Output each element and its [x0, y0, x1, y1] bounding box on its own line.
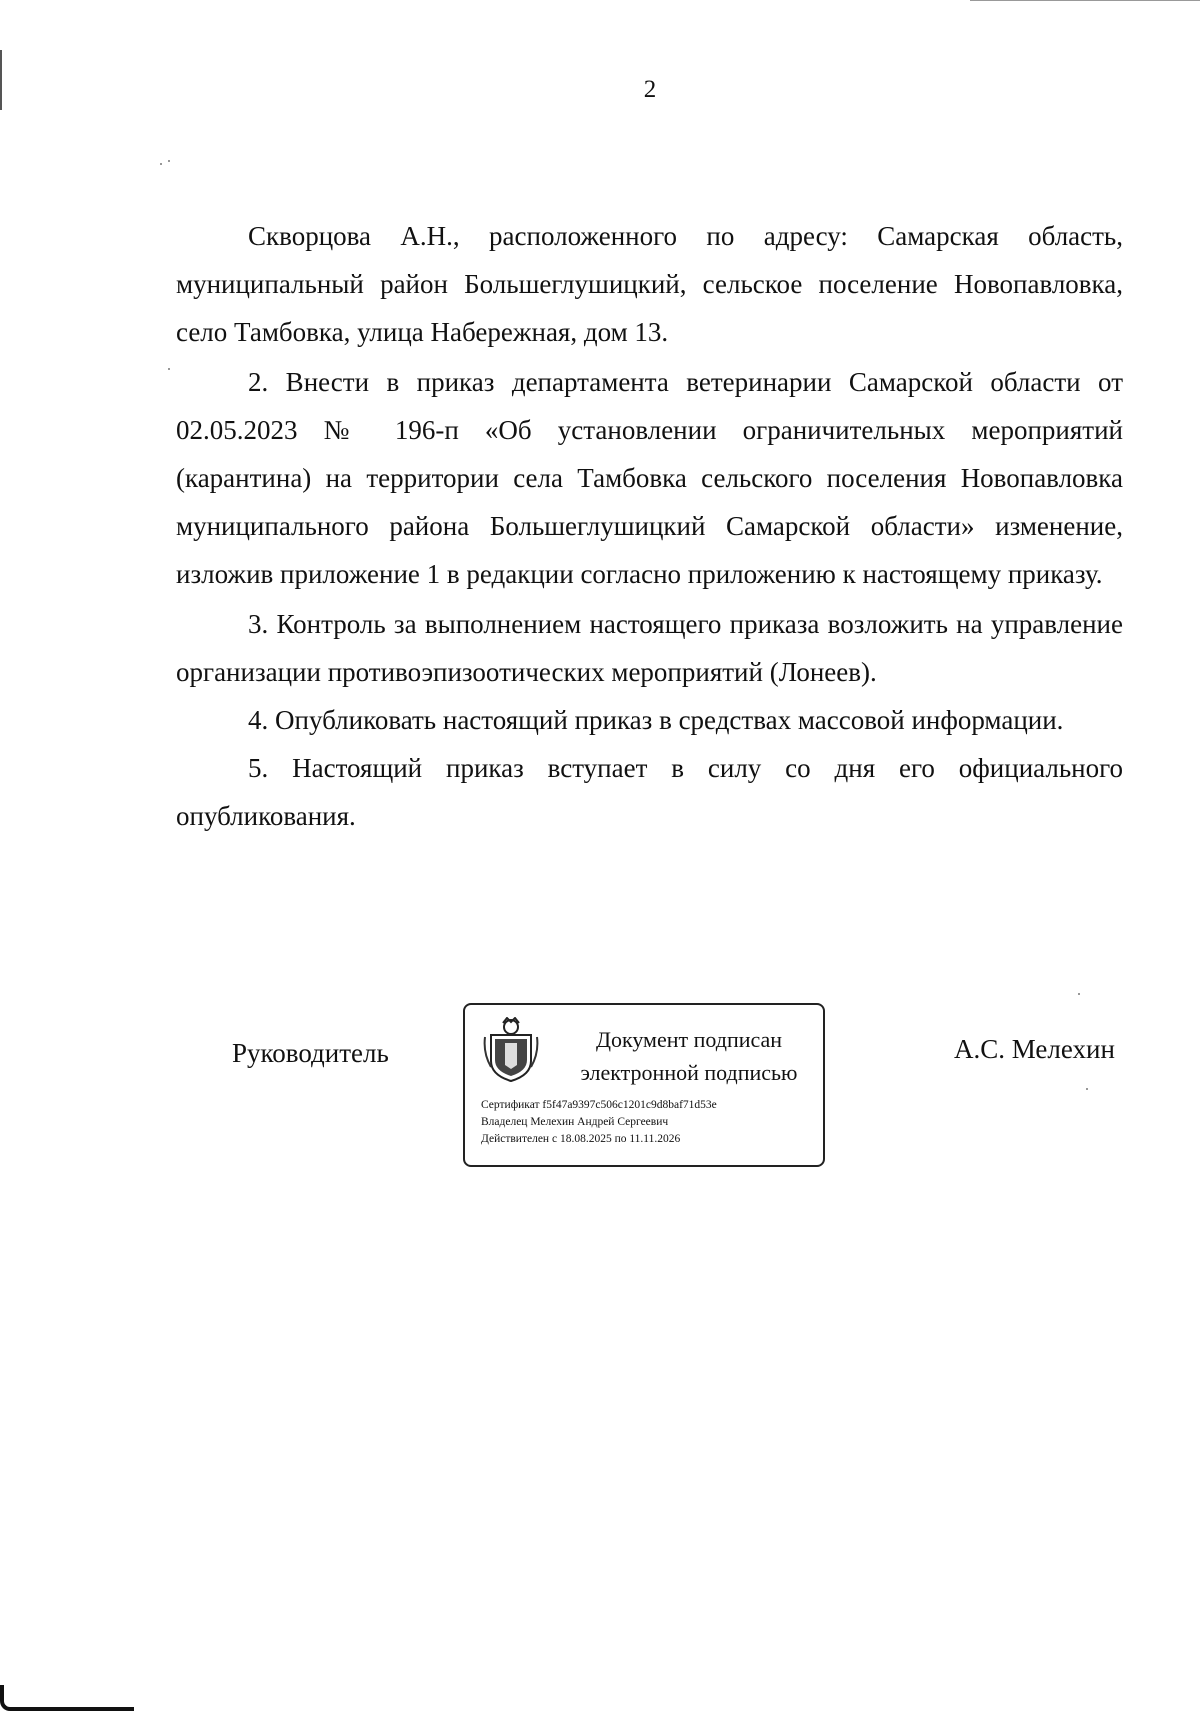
scan-speck [160, 163, 162, 165]
page-number: 2 [643, 76, 657, 103]
stamp-validity: Действителен с 18.08.2025 по 11.11.2026 [481, 1133, 681, 1145]
stamp-heading-line2: электронной подписью [580, 1060, 798, 1085]
samara-coat-of-arms-icon [483, 1017, 539, 1083]
stamp-certificate: Сертификат f5f47a9397c506c1201c9d8baf71d53e [481, 1099, 717, 1111]
paragraph-item-3: 3. Контроль за выполнением настоящего приказа возложить на управление организации противоэпизоотических мероприятий (Лонеев). [176, 609, 1123, 687]
paragraph-item-4: 4. Опубликовать настоящий приказ в средствах массовой информации. [248, 705, 1064, 735]
scan-speck [1078, 993, 1080, 995]
paragraph-address: Скворцова А.Н., расположенного по адресу: Самарская область, муниципальный район Большеглушицкий, сельское поселение Новопавловка, село Тамбовка, улица Набережная, дом 13. [176, 221, 1123, 347]
paragraph-item-5: 5. Настоящий приказ вступает в силу со дня его официального опубликования. [176, 753, 1123, 831]
signer-name: А.С. Мелехин [954, 1034, 1115, 1064]
stamp-details [481, 1097, 821, 1148]
document-body [176, 212, 1123, 840]
signer-title: Руководитель [232, 1038, 389, 1068]
scan-speck [168, 160, 170, 162]
electronic-signature-stamp [463, 1003, 825, 1167]
stamp-owner: Владелец Мелехин Андрей Сергеевич [481, 1116, 669, 1128]
signature-block [0, 1000, 1200, 1180]
scan-speck [168, 368, 170, 370]
stamp-heading-line1: Документ подписан [595, 1027, 783, 1052]
scan-edge-top [970, 0, 1200, 1]
stamp-heading [565, 1023, 813, 1089]
scan-edge-bottom [0, 1685, 134, 1711]
paragraph-item-2: 2. Внести в приказ департамента ветеринарии Самарской области от 02.05.2023 № 196-п «Об установлении ограничительных мероприятий (карантина) на территории села Тамбовка сельского поселения Новопавловка муниципального района Большеглушицкий Самарской области» изменение, изложив приложение 1 в редакции согласно приложению к настоящему приказу. [176, 367, 1123, 589]
